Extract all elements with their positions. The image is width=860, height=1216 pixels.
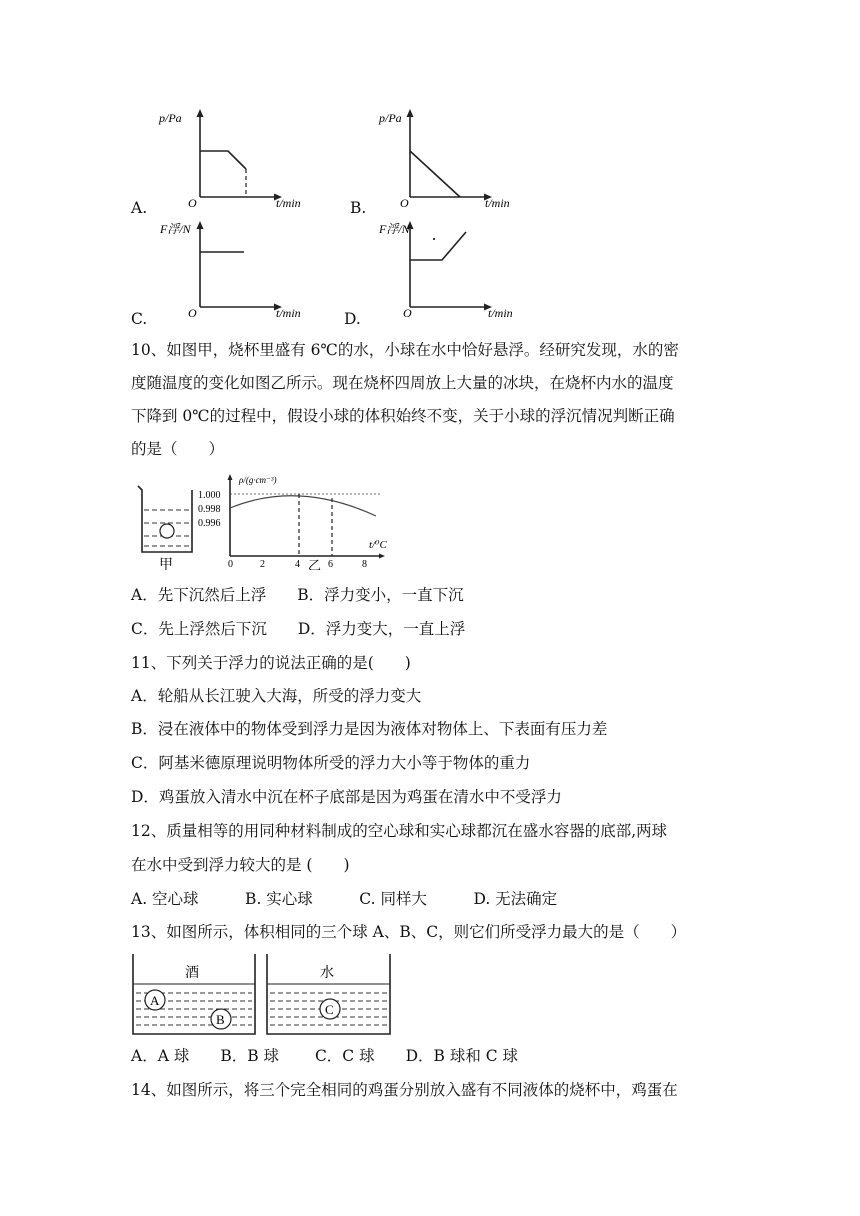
xtick-8: 8 [362, 559, 367, 570]
q9a-origin: O [188, 196, 197, 210]
q9d-xlabel: t/min [488, 306, 513, 320]
q11-option-a: A．轮船从长江驶入大海，所受的浮力变大 [131, 687, 422, 705]
q9-option-c-label: C. [131, 310, 148, 328]
density-ylabel: ρ/(g·cm⁻³) [239, 475, 277, 485]
q14-stem: 14、如图所示，将三个完全相同的鸡蛋分别放入盛有不同液体的烧杯中，鸡蛋在 [131, 1081, 678, 1099]
ytick-0996: 0.996 [198, 518, 221, 529]
left-container-label: 酒 [185, 966, 199, 981]
q10-beaker-figure [130, 480, 200, 575]
q10-options-row-2: C．先上浮然后下沉 D．浮力变大，一直上浮 [131, 620, 466, 638]
q9-graph-b [360, 105, 530, 215]
q11-stem: 11、下列关于浮力的说法正确的是( ) [131, 654, 411, 672]
ball-b-label: B [216, 1012, 225, 1027]
q9a-xlabel: t/min [276, 196, 301, 210]
q10-line-2: 度随温度的变化如图乙所示。现在烧杯四周放上大量的冰块，在烧杯内水的温度 [131, 374, 674, 392]
q10-density-chart [195, 470, 395, 570]
q9-option-d-label: D. [344, 310, 361, 328]
q10-line-1: 10、如图甲，烧杯里盛有 6℃的水，小球在水中恰好悬浮。经研究发现，水的密 [131, 341, 679, 359]
q10-line-4: 的是（ ） [131, 440, 225, 458]
ytick-1000: 1.000 [198, 490, 221, 501]
suspended-ball [160, 524, 174, 538]
density-xlabel: t/⁰C [369, 539, 387, 551]
q9d-origin: O [403, 306, 412, 320]
q9c-origin: O [188, 306, 197, 320]
q13-options: A．A 球 B．B 球 C．C 球 D．B 球和 C 球 [131, 1047, 519, 1065]
density-curve [230, 496, 376, 516]
q9b-ylabel: p/Pa [379, 111, 402, 125]
q12-line-2: 在水中受到浮力较大的是 ( ) [131, 856, 350, 874]
q9b-origin: O [400, 196, 409, 210]
q10-line-3: 下降到 0℃的过程中，假设小球的体积始终不变，关于小球的浮沉情况判断正确 [131, 407, 675, 425]
q9-graph-a [150, 105, 320, 215]
q9b-xlabel: t/min [485, 196, 510, 210]
right-container-label: 水 [320, 966, 334, 981]
q11-option-b: B．浸在液体中的物体受到浮力是因为液体对物体上、下表面有压力差 [131, 720, 608, 738]
q9-option-b-label: B. [350, 199, 367, 217]
q13-containers-figure [130, 952, 395, 1038]
q12-options: A. 空心球 B. 实心球 C. 同样大 D. 无法确定 [131, 890, 558, 908]
q9a-ylabel: p/Pa [159, 111, 182, 125]
ball-a-label: A [150, 993, 160, 1008]
q13-stem: 13、如图所示，体积相同的三个球 A、B、C，则它们所受浮力最大的是（ ） [131, 923, 687, 941]
q12-line-1: 12、质量相等的用同种材料制成的空心球和实心球都沉在盛水容器的底部,两球 [131, 822, 668, 840]
q9-option-a-label: A. [131, 199, 148, 217]
fig-jia-label: 甲 [159, 558, 173, 573]
q11-option-c: C．阿基米德原理说明物体所受的浮力大小等于物体的重力 [131, 754, 531, 772]
q10-options-row-1: A．先下沉然后上浮 B．浮力变小，一直下沉 [131, 586, 464, 604]
q9d-ylabel: F浮/N [379, 222, 410, 236]
xtick-0: 0 [228, 559, 233, 570]
q9c-ylabel: F浮/N [160, 222, 191, 236]
ytick-0998: 0.998 [198, 504, 221, 515]
q9-graph-d [360, 215, 530, 325]
fig-yi-label: 乙 [308, 558, 322, 570]
q9c-xlabel: t/min [276, 306, 301, 320]
xtick-4: 4 [295, 559, 300, 570]
q11-option-d: D．鸡蛋放入清水中沉在杯子底部是因为鸡蛋在清水中不受浮力 [131, 788, 562, 806]
ball-c-label: C [325, 1002, 334, 1017]
xtick-2: 2 [260, 559, 265, 570]
q9-graph-c [150, 215, 320, 325]
xtick-6: 6 [328, 559, 333, 570]
